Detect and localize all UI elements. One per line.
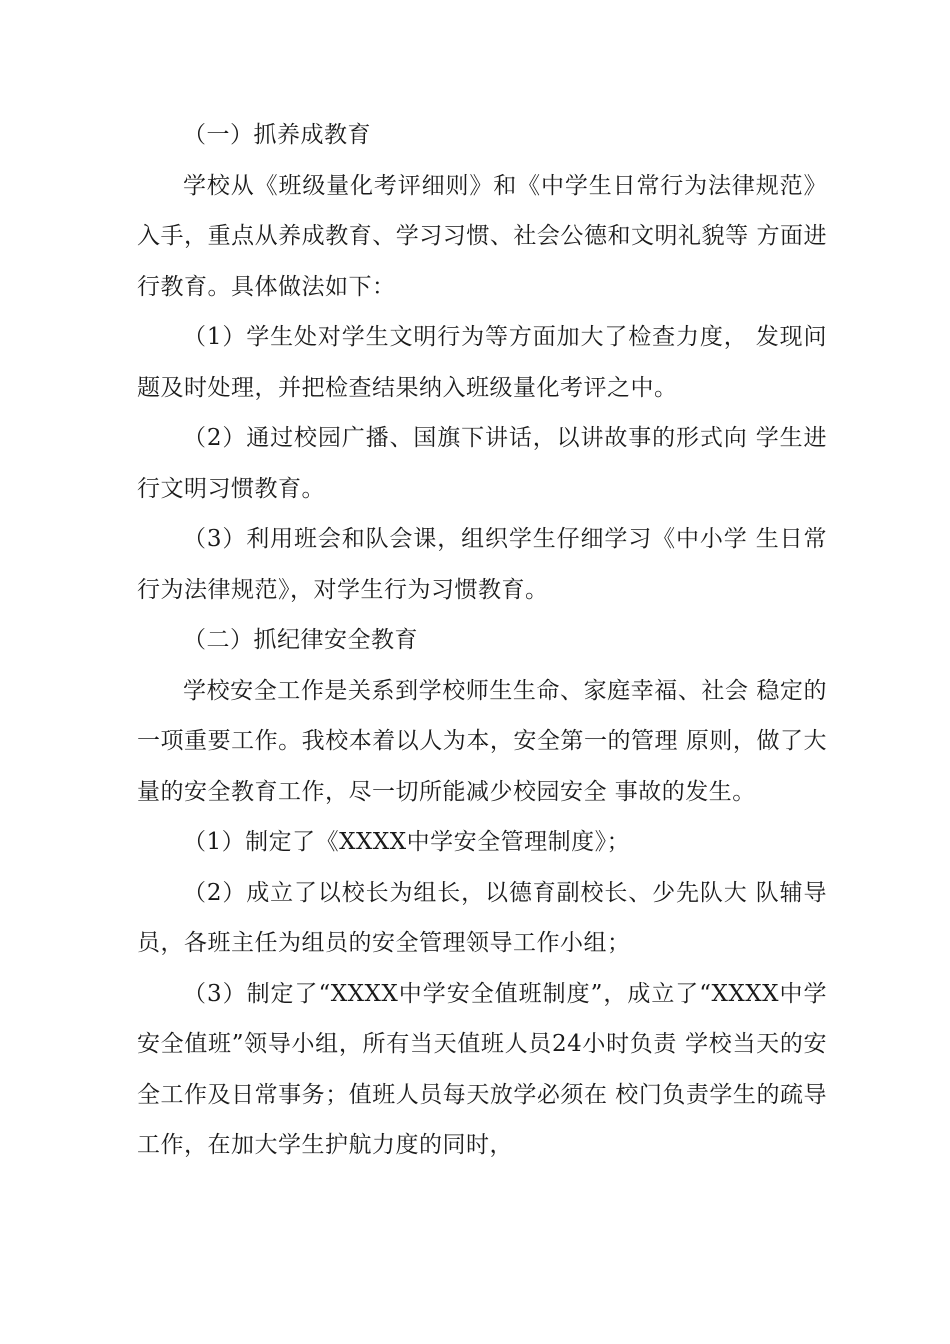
list-item: （3）制定了“XXXX中学安全值班制度”，成立了“XXXX中学安全值班”领导小组，所有当天值班人员24小时负责 学校当天的安全工作及日常事务；值班人员每天放学必须在 校门负责学生的疏导工作，在加大学生护航力度的同时， [137, 980, 827, 1158]
list-item: （3）利用班会和队会课，组织学生仔细学习《中小学 生日常行为法律规范》，对学生行为习惯教育。 [137, 526, 827, 603]
list-item: （2）通过校园广播、国旗下讲话，以讲故事的形式向 学生进行文明习惯教育。 [137, 425, 827, 502]
paragraph: 学校从《班级量化考评细则》和《中学生日常行为法律规范》 入手，重点从养成教育、学习习惯、社会公德和文明礼貌等 方面进行教育。具体做法如下： [137, 172, 827, 300]
list-item: （1）学生处对学生文明行为等方面加大了检查力度， 发现问题及时处理，并把检查结果纳入班级量化考评之中。 [137, 324, 827, 401]
section-heading-habit-education: （一）抓养成教育 [183, 122, 371, 148]
document-body [137, 110, 827, 1171]
list-item: （2）成立了以校长为组长，以德育副校长、少先队大 队辅导员，各班主任为组员的安全管理领导工作小组； [137, 879, 827, 956]
paragraph: 学校安全工作是关系到学校师生生命、家庭幸福、社会 稳定的一项重要工作。我校本着以人为本，安全第一的管理 原则，做了大量的安全教育工作，尽一切所能减少校园安全 事故的发生。 [137, 677, 827, 805]
list-item: （1）制定了《XXXX中学安全管理制度》； [183, 829, 631, 855]
section-heading-safety-education: （二）抓纪律安全教育 [183, 627, 418, 653]
